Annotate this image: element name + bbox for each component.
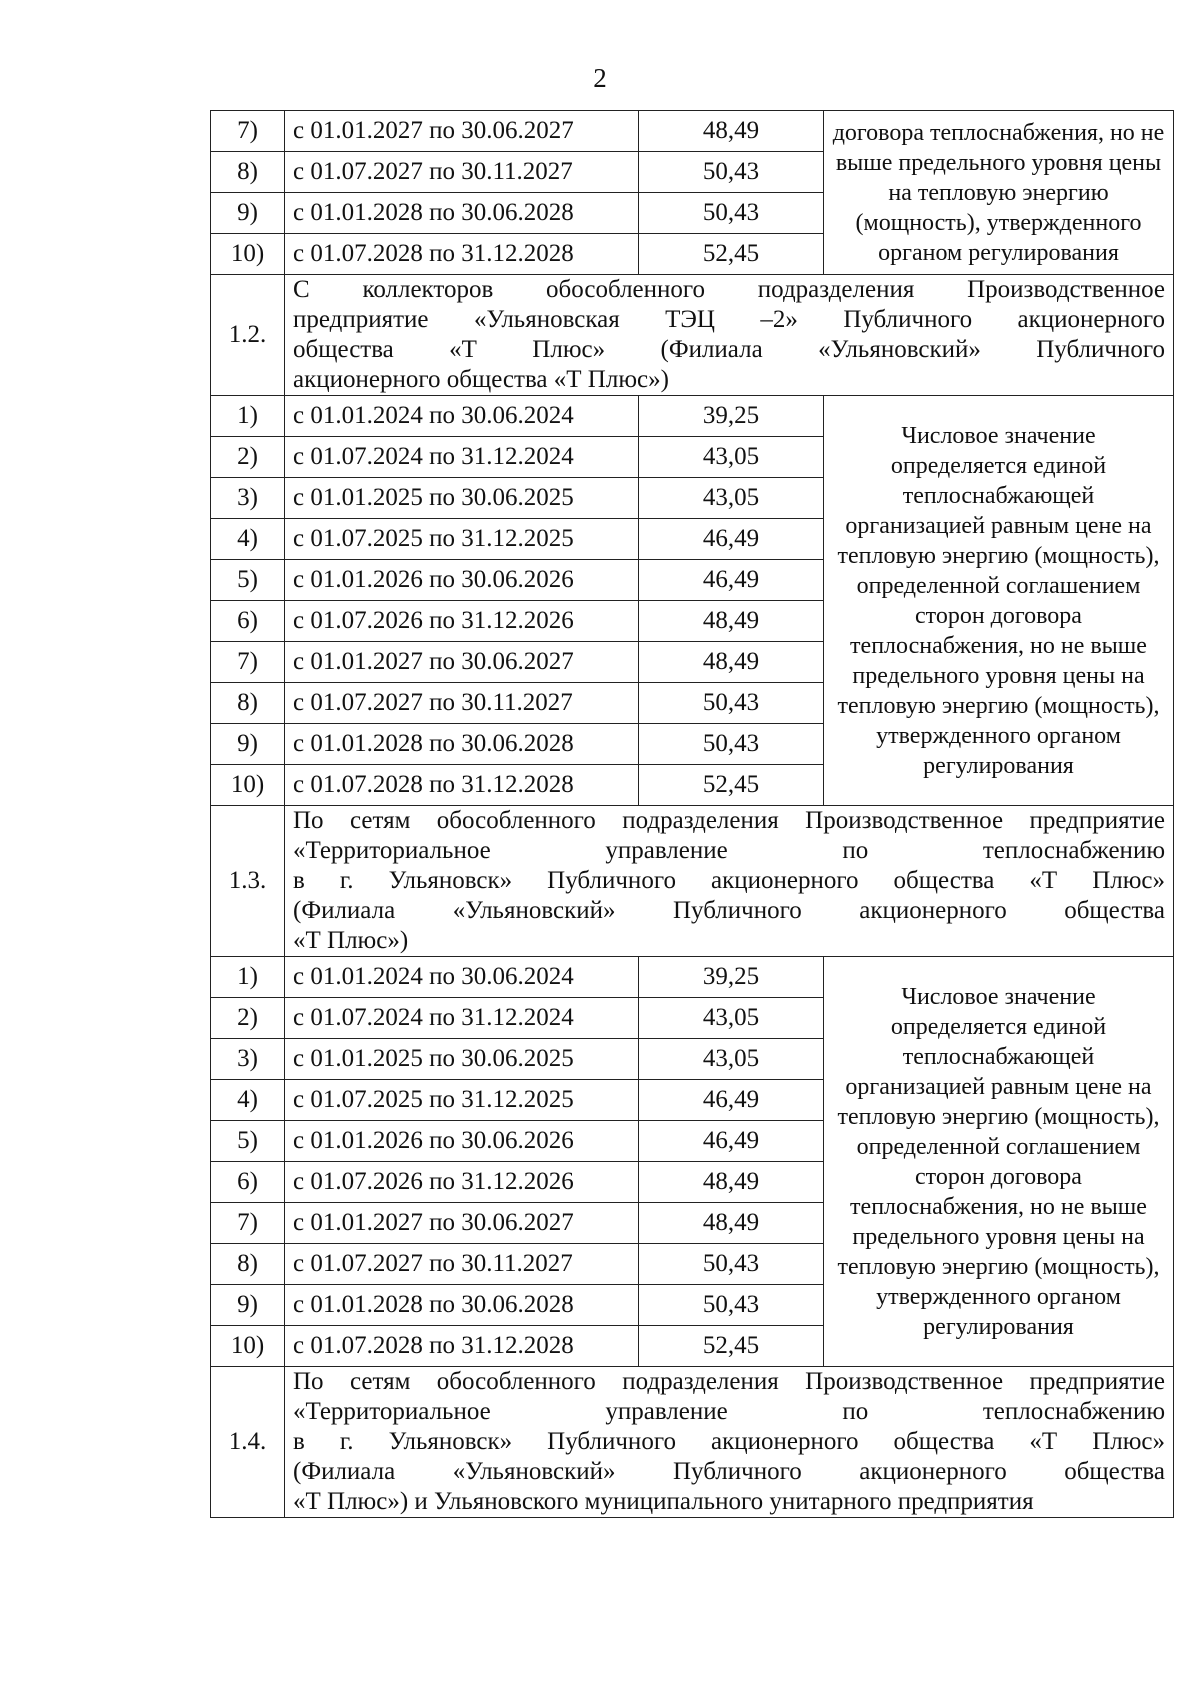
period-cell: с 01.01.2024 по 30.06.2024: [285, 396, 639, 437]
row-number: 7): [211, 1203, 285, 1244]
period-cell: с 01.01.2028 по 30.06.2028: [285, 1285, 639, 1326]
period-cell: с 01.07.2025 по 31.12.2025: [285, 1080, 639, 1121]
period-cell: с 01.01.2027 по 30.06.2027: [285, 111, 639, 152]
section-number: 1.3.: [211, 806, 285, 957]
heading-line: По сетям обособленного подразделения Производственное предприятие: [293, 1368, 1165, 1395]
heading-line: общества «Т Плюс» (Филиала «Ульяновский» Публичного: [293, 336, 1165, 363]
row-number: 4): [211, 519, 285, 560]
note-cell: Числовое значение определяется единой теплоснабжающей организацией равным цене на тепловую энергию (мощность), определенной соглашением сторон договора теплоснабжения, но не выше предельного уровня цены на тепловую энергию (мощность), утвержденного органом регулирования: [824, 396, 1174, 806]
row-number: 3): [211, 478, 285, 519]
row-number: 9): [211, 193, 285, 234]
heading-line: «Территориальное управление по теплоснабжению: [293, 837, 1165, 864]
period-cell: с 01.07.2026 по 31.12.2026: [285, 1162, 639, 1203]
period-cell: с 01.07.2027 по 30.11.2027: [285, 1244, 639, 1285]
heading-line: С коллекторов обособленного подразделения Производственное: [293, 276, 1165, 303]
row-number: 10): [211, 234, 285, 275]
period-cell: с 01.01.2028 по 30.06.2028: [285, 724, 639, 765]
row-number: 1): [211, 957, 285, 998]
period-cell: с 01.01.2025 по 30.06.2025: [285, 478, 639, 519]
section-number: 1.2.: [211, 275, 285, 396]
value-cell: 48,49: [639, 642, 824, 683]
row-number: 4): [211, 1080, 285, 1121]
tariff-table-body: [211, 111, 1174, 1518]
period-cell: с 01.07.2026 по 31.12.2026: [285, 601, 639, 642]
heading-line: По сетям обособленного подразделения Производственное предприятие: [293, 807, 1165, 834]
table-row: [211, 111, 1174, 152]
period-cell: с 01.01.2025 по 30.06.2025: [285, 1039, 639, 1080]
value-cell: 52,45: [639, 765, 824, 806]
value-cell: 50,43: [639, 683, 824, 724]
period-cell: с 01.07.2028 по 31.12.2028: [285, 234, 639, 275]
row-number: 7): [211, 111, 285, 152]
heading-line: предприятие «Ульяновская ТЭЦ –2» Публичного акционерного: [293, 306, 1165, 333]
period-cell: с 01.01.2027 по 30.06.2027: [285, 1203, 639, 1244]
row-number: 5): [211, 560, 285, 601]
value-cell: 50,43: [639, 724, 824, 765]
heading-line: (Филиала «Ульяновский» Публичного акционерного общества: [293, 897, 1165, 924]
period-cell: с 01.01.2026 по 30.06.2026: [285, 560, 639, 601]
row-number: 6): [211, 601, 285, 642]
period-cell: с 01.01.2024 по 30.06.2024: [285, 957, 639, 998]
period-cell: с 01.07.2024 по 31.12.2024: [285, 437, 639, 478]
period-cell: с 01.07.2027 по 30.11.2027: [285, 683, 639, 724]
value-cell: 43,05: [639, 437, 824, 478]
section-header-row: [211, 1367, 1174, 1518]
heading-line: «Т Плюс») и Ульяновского муниципального унитарного предприятия: [293, 1488, 1034, 1515]
row-number: 9): [211, 724, 285, 765]
row-number: 10): [211, 1326, 285, 1367]
heading-line: в г. Ульяновск» Публичного акционерного общества «Т Плюс»: [293, 867, 1165, 894]
heading-line: «Территориальное управление по теплоснабжению: [293, 1398, 1165, 1425]
row-number: 8): [211, 1244, 285, 1285]
section-number: 1.4.: [211, 1367, 285, 1518]
section-header-row: [211, 275, 1174, 396]
value-cell: 46,49: [639, 1121, 824, 1162]
table-row: [211, 396, 1174, 437]
value-cell: 43,05: [639, 478, 824, 519]
row-number: 2): [211, 437, 285, 478]
value-cell: 43,05: [639, 1039, 824, 1080]
value-cell: 39,25: [639, 396, 824, 437]
row-number: 5): [211, 1121, 285, 1162]
row-number: 1): [211, 396, 285, 437]
value-cell: 50,43: [639, 193, 824, 234]
page-number: 2: [593, 63, 607, 93]
value-cell: 50,43: [639, 152, 824, 193]
value-cell: 50,43: [639, 1244, 824, 1285]
row-number: 8): [211, 683, 285, 724]
row-number: 2): [211, 998, 285, 1039]
row-number: 9): [211, 1285, 285, 1326]
tariff-table: [210, 110, 1174, 1518]
period-cell: с 01.01.2026 по 30.06.2026: [285, 1121, 639, 1162]
value-cell: 52,45: [639, 234, 824, 275]
heading-line: акционерного общества «Т Плюс»): [293, 366, 669, 393]
period-cell: с 01.07.2028 по 31.12.2028: [285, 1326, 639, 1367]
table-row: [211, 957, 1174, 998]
heading-line: (Филиала «Ульяновский» Публичного акционерного общества: [293, 1458, 1165, 1485]
section-heading: [285, 806, 1174, 957]
period-cell: с 01.07.2025 по 31.12.2025: [285, 519, 639, 560]
value-cell: 48,49: [639, 1203, 824, 1244]
section-header-row: [211, 806, 1174, 957]
row-number: 3): [211, 1039, 285, 1080]
value-cell: 46,49: [639, 560, 824, 601]
period-cell: с 01.01.2028 по 30.06.2028: [285, 193, 639, 234]
note-cell: договора теплоснабжения, но не выше предельного уровня цены на тепловую энергию (мощность), утвержденного органом регулирования: [824, 111, 1174, 275]
row-number: 7): [211, 642, 285, 683]
value-cell: 48,49: [639, 601, 824, 642]
row-number: 6): [211, 1162, 285, 1203]
heading-line: «Т Плюс»): [293, 927, 409, 954]
value-cell: 46,49: [639, 1080, 824, 1121]
heading-line: в г. Ульяновск» Публичного акционерного общества «Т Плюс»: [293, 1428, 1165, 1455]
row-number: 8): [211, 152, 285, 193]
period-cell: с 01.01.2027 по 30.06.2027: [285, 642, 639, 683]
value-cell: 48,49: [639, 111, 824, 152]
section-heading: [285, 1367, 1174, 1518]
value-cell: 50,43: [639, 1285, 824, 1326]
value-cell: 39,25: [639, 957, 824, 998]
period-cell: с 01.07.2028 по 31.12.2028: [285, 765, 639, 806]
row-number: 10): [211, 765, 285, 806]
value-cell: 48,49: [639, 1162, 824, 1203]
section-heading: [285, 275, 1174, 396]
note-cell: Числовое значение определяется единой теплоснабжающей организацией равным цене на тепловую энергию (мощность), определенной соглашением сторон договора теплоснабжения, но не выше предельного уровня цены на тепловую энергию (мощность), утвержденного органом регулирования: [824, 957, 1174, 1367]
value-cell: 52,45: [639, 1326, 824, 1367]
value-cell: 43,05: [639, 998, 824, 1039]
value-cell: 46,49: [639, 519, 824, 560]
period-cell: с 01.07.2027 по 30.11.2027: [285, 152, 639, 193]
period-cell: с 01.07.2024 по 31.12.2024: [285, 998, 639, 1039]
